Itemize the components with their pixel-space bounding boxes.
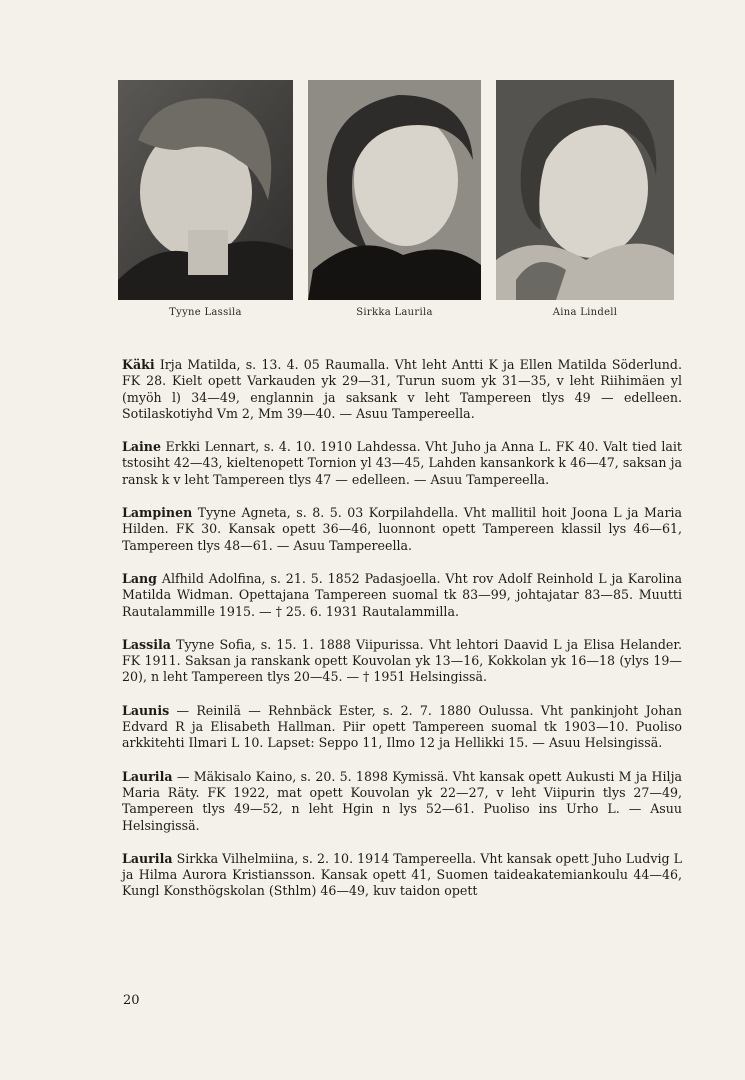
biography-entry [122, 851, 682, 900]
entry-text: Tyyne Sofia, s. 15. 1. 1888 Viipurissa. Vht lehtori Daavid L ja Elisa Helander. FK 1911. Saksan ja ranskank opett Kouvolan yk 13—16, Kokkolan yk 16—18 (ylys 19—20), n leht Tampereen tlys 20—45. — † 1951 Helsingissä. [122, 636, 682, 685]
photo-row [118, 80, 674, 325]
biography-entry [122, 357, 682, 422]
entry-text: Sirkka Vilhelmiina, s. 2. 10. 1914 Tampereella. Vht kansak opett Juho Ludvig L ja Hilma Aurora Kristiansson. Kansak opett 41, Suomen taideakatemiankoulu 44—46, Kungl Konsthögskolan (Sthlm) 46—49, kuv taidon opett [122, 850, 682, 899]
entry-surname: Lang [122, 570, 157, 586]
photo-aina-lindell [496, 80, 674, 318]
photo-caption: Sirkka Laurila [356, 307, 433, 318]
biography-entry [122, 505, 682, 554]
entry-text: — Mäkisalo Kaino, s. 20. 5. 1898 Kymissä. Vht kansak opett Aukusti M ja Hilja Maria Räty. FK 1922, mat opett Kouvolan yk 22—27, v leht Viipurin tlys 27—49, Tampereen tlys 49—52, n leht Hgin n lys 52—61. Puoliso ins Urho L. — Asuu Helsingissä. [122, 768, 682, 833]
biography-entry [122, 571, 682, 620]
biography-entry [122, 703, 682, 752]
entry-surname: Laurila [122, 768, 173, 784]
portrait-photo-icon [496, 80, 674, 300]
photo-tyyne-lassila [118, 80, 293, 318]
entry-text: — Reinilä — Rehnbäck Ester, s. 2. 7. 1880 Oulussa. Vht pankinjoht Johan Edvard R ja Elisabeth Hallman. Piir opett Tampereen suomal tk 1903—10. Puoliso arkkitehti Ilmari L 10. Lapset: Seppo 11, Ilmo 12 ja Hellikki 15. — Asuu Helsingissä. [122, 702, 682, 751]
biography-entry [122, 769, 682, 834]
photo-caption: Tyyne Lassila [169, 307, 242, 318]
entry-surname: Laine [122, 439, 161, 455]
entry-text: Tyyne Agneta, s. 8. 5. 03 Korpilahdella. Vht mallitil hoit Joona L ja Maria Hilden. FK 30. Kansak opett 36—46, luonnont opett Tampereen klassil lys 46—61, Tampereen tlys 48—61. — Asuu Tampereella. [122, 505, 682, 553]
entry-surname: Lassila [122, 636, 171, 652]
biography-list [122, 357, 682, 900]
photo-sirkka-laurila [308, 80, 481, 318]
photo-caption: Aina Lindell [552, 307, 618, 318]
biography-entry [122, 637, 682, 686]
portrait-photo-icon [118, 80, 293, 300]
entry-text: Alfhild Adolfina, s. 21. 5. 1852 Padasjoella. Vht rov Adolf Reinhold L ja Karolina Matilda Widman. Opettajana Tampereen suomal tk 83—99, johtajatar 83—85. Muutti Rautalammille 1915. — † 25. 6. 1931 Rautalammilla. [122, 570, 682, 619]
entry-surname: Launis [122, 702, 170, 718]
entry-surname: Lampinen [122, 505, 193, 521]
entry-surname: Laurila [122, 850, 173, 866]
page-number: 20 [123, 993, 140, 1008]
biography-entry [122, 439, 682, 488]
entry-text: Irja Matilda, s. 13. 4. 05 Raumalla. Vht leht Antti K ja Ellen Matilda Söderlund. FK 28. Kielt opett Varkauden yk 29—31, Turun suom yk 31—35, v leht Riihimäen yl (myöh l) 34—49, englannin ja saksank v leht Tampereen tlys 49 — edelleen. Sotilaskotiyhd Vm 2, Mm 39—40. — Asuu Tampereella. [122, 357, 682, 421]
entry-surname: Käki [122, 357, 155, 372]
portrait-photo-icon [308, 80, 481, 300]
entry-text: Erkki Lennart, s. 4. 10. 1910 Lahdessa. Vht Juho ja Anna L. FK 40. Valt tied lait tstosiht 42—43, kieltenopett Tornion yl 43—45, Lahden kansankork k 46—47, saksan ja ransk k v leht Tampereen tlys 47 — edelleen. — Asuu Tampereella. [122, 439, 682, 487]
